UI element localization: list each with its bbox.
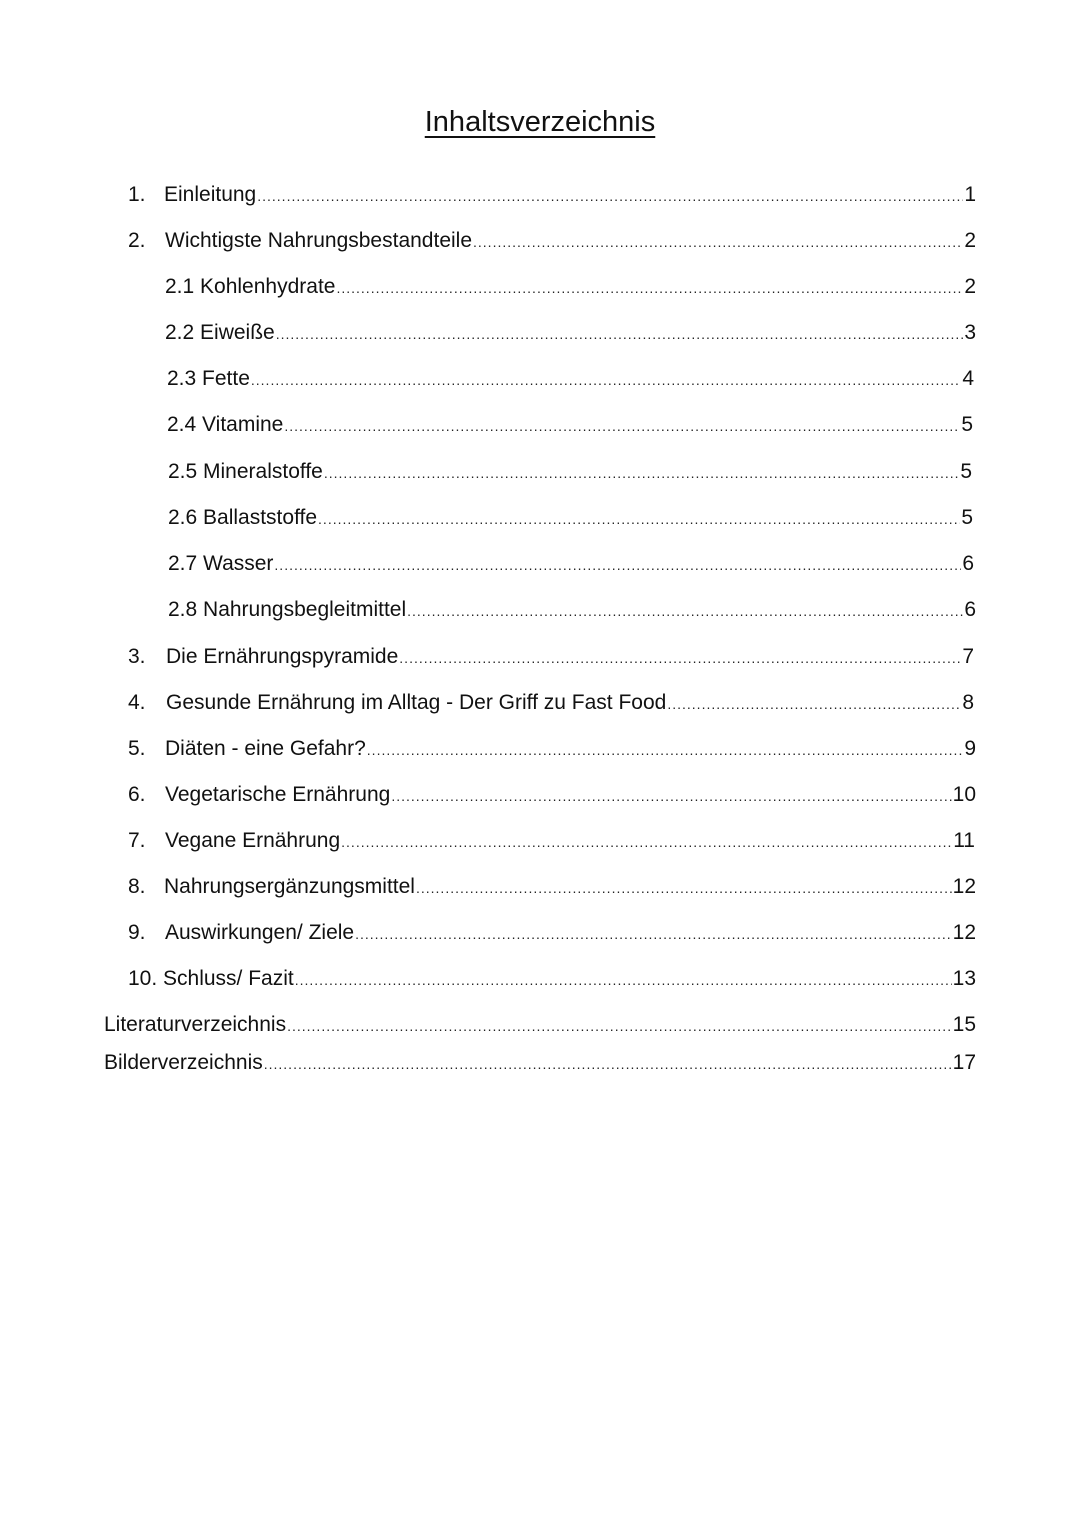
toc-entry-wasser[interactable] xyxy=(168,549,974,580)
toc-entry-nahrungsbegleitmittel[interactable] xyxy=(168,595,976,626)
toc-entry-page: 10 xyxy=(952,783,976,806)
toc-entry-number: 6. xyxy=(128,783,146,806)
toc-entry-label: 2.1 Kohlenhydrate xyxy=(165,275,336,298)
toc-entry-label: Wichtigste Nahrungsbestandteile xyxy=(165,229,473,252)
leader-dots xyxy=(257,181,963,211)
leader-dots xyxy=(251,365,961,395)
toc-entry-einleitung[interactable] xyxy=(128,180,976,211)
toc-entry-page: 7 xyxy=(962,645,974,668)
leader-dots xyxy=(284,411,960,441)
toc-entry-number: 8. xyxy=(128,875,146,898)
toc-entry-number: 3. xyxy=(128,645,146,668)
toc-entry-page: 4 xyxy=(962,367,974,390)
toc-entry-kohlenhydrate[interactable] xyxy=(165,272,976,303)
toc-entry-page: 6 xyxy=(964,598,976,621)
toc-entry-label: Literaturverzeichnis xyxy=(104,1013,287,1036)
toc-entry-page: 12 xyxy=(952,875,976,898)
leader-dots xyxy=(276,319,964,349)
toc-entry-vegetarisch[interactable] xyxy=(128,780,976,811)
page-title: Inhaltsverzeichnis xyxy=(424,106,656,138)
toc-entry-page: 17 xyxy=(952,1051,976,1074)
toc-entry-mineralstoffe[interactable] xyxy=(168,457,972,488)
toc-entry-label: Die Ernährungspyramide xyxy=(166,645,399,668)
toc-entry-page: 3 xyxy=(964,321,976,344)
toc-entry-page: 11 xyxy=(953,829,975,852)
toc-entry-label: 10. Schluss/ Fazit xyxy=(128,967,294,990)
toc-entry-page: 13 xyxy=(952,967,976,990)
toc-entry-page: 5 xyxy=(961,506,973,529)
toc-entry-gesunde-ernaehrung[interactable] xyxy=(128,688,974,719)
toc-entry-vegan[interactable] xyxy=(128,826,975,857)
toc-entry-label: 2.3 Fette xyxy=(167,367,250,390)
toc-entry-number: 2. xyxy=(128,229,146,252)
toc-entry-label: Diäten - eine Gefahr? xyxy=(165,737,366,760)
toc-entry-diaeten[interactable] xyxy=(128,734,976,765)
leader-dots xyxy=(399,643,961,673)
toc-entry-nahrungsbestandteile[interactable] xyxy=(128,226,976,257)
toc-entry-number: 1. xyxy=(128,183,146,206)
toc-entry-label: Nahrungsergänzungsmittel xyxy=(164,875,415,898)
toc-entry-page: 15 xyxy=(952,1013,976,1036)
toc-entry-ballaststoffe[interactable] xyxy=(168,503,973,534)
toc-entry-number: 7. xyxy=(128,829,146,852)
toc-entry-label: 2.4 Vitamine xyxy=(167,413,284,436)
toc-entry-ernaehrungspyramide[interactable] xyxy=(128,642,974,673)
toc-entry-number: 9. xyxy=(128,921,146,944)
leader-dots xyxy=(264,1049,952,1079)
toc-entry-nahrungsergaenzungsmittel[interactable] xyxy=(128,872,976,903)
toc-entry-schluss[interactable] xyxy=(128,964,976,995)
leader-dots xyxy=(336,273,963,303)
toc-entry-label: Vegetarische Ernährung xyxy=(165,783,391,806)
toc-entry-vitamine[interactable] xyxy=(167,410,973,441)
toc-entry-eiweisse[interactable] xyxy=(165,318,976,349)
toc-entry-page: 5 xyxy=(961,413,973,436)
toc-entry-page: 2 xyxy=(964,229,976,252)
leader-dots xyxy=(287,1011,952,1041)
toc-entry-page: 6 xyxy=(962,552,974,575)
leader-dots xyxy=(318,504,960,534)
toc-entry-label: 2.7 Wasser xyxy=(168,552,274,575)
toc-entry-label: 2.6 Ballaststoffe xyxy=(168,506,318,529)
toc-entry-page: 8 xyxy=(962,691,974,714)
toc-entry-literaturverzeichnis[interactable] xyxy=(104,1010,976,1041)
leader-dots xyxy=(391,781,951,811)
toc-entry-label: Einleitung xyxy=(164,183,257,206)
toc-entry-page: 2 xyxy=(964,275,976,298)
toc-entry-page: 1 xyxy=(964,183,976,206)
toc-entry-label: 2.2 Eiweiße xyxy=(165,321,275,344)
leader-dots xyxy=(274,550,961,580)
leader-dots xyxy=(667,689,961,719)
toc-entry-number: 4. xyxy=(128,691,146,714)
toc-entry-label: Auswirkungen/ Ziele xyxy=(165,921,355,944)
leader-dots xyxy=(473,227,963,257)
toc-entry-bilderverzeichnis[interactable] xyxy=(104,1048,976,1079)
toc-entry-label: Bilderverzeichnis xyxy=(104,1051,263,1074)
leader-dots xyxy=(341,827,952,857)
toc-entry-number: 5. xyxy=(128,737,146,760)
leader-dots xyxy=(295,965,952,995)
leader-dots xyxy=(324,458,959,488)
toc-entry-label: 2.8 Nahrungsbegleitmittel xyxy=(168,598,407,621)
toc-entry-label: 2.5 Mineralstoffe xyxy=(168,460,323,483)
toc-entry-fette[interactable] xyxy=(167,364,974,395)
toc-entry-label: Vegane Ernährung xyxy=(165,829,341,852)
toc-entry-page: 5 xyxy=(960,460,972,483)
toc-entry-label: Gesunde Ernährung im Alltag - Der Griff zu Fast Food xyxy=(166,691,667,714)
toc-entry-page: 12 xyxy=(952,921,976,944)
leader-dots xyxy=(407,596,963,626)
leader-dots xyxy=(416,873,952,903)
toc-entry-page: 9 xyxy=(964,737,976,760)
leader-dots xyxy=(355,919,952,949)
leader-dots xyxy=(367,735,964,765)
toc-entry-auswirkungen[interactable] xyxy=(128,918,976,949)
